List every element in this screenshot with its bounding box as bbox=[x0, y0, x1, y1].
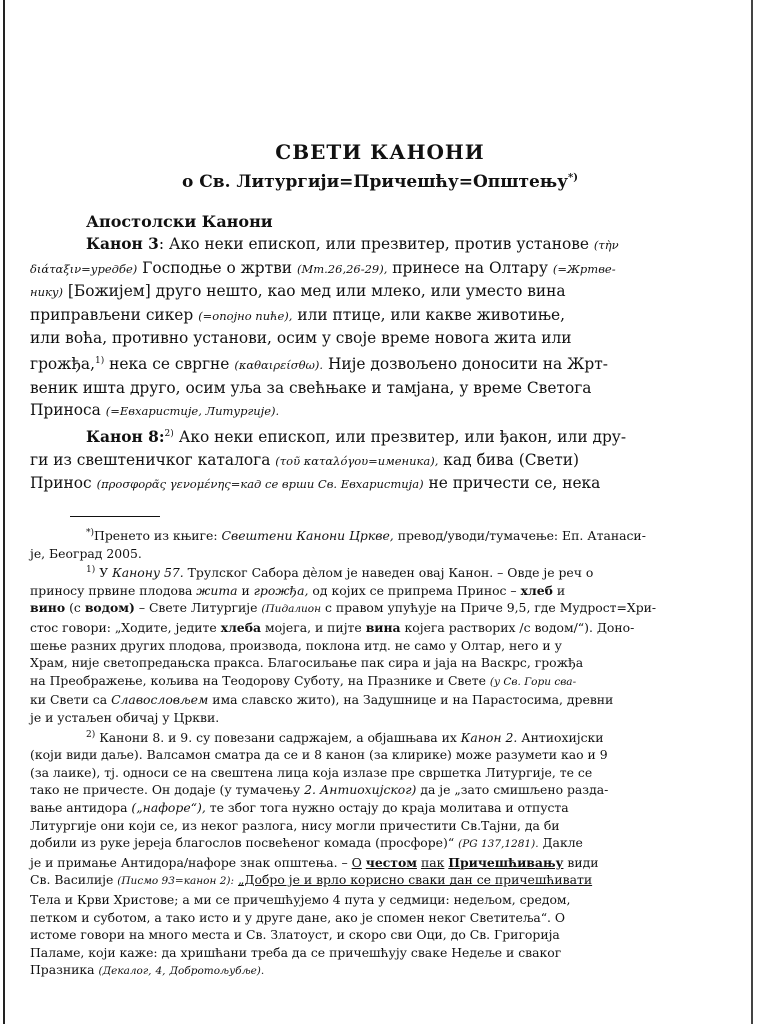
footnote-line: Паламе, који каже: да хришћани треба да се причешћују сваке Недеље и сваког bbox=[30, 944, 562, 960]
footnote-line: шење разних других плодова, производа, поклона итд. не само у Олтар, него и у bbox=[30, 637, 562, 653]
footnote-line: вино (с водом) – Свете Литургије (Пидалион с правом упућује на Приче 9,5, где Мудрост=Хри- bbox=[30, 600, 657, 616]
footnote-line: Тела и Крви Христове; а ми се причешћујемо 4 пута у седмици: недељом, средом, bbox=[30, 892, 571, 908]
footnote-line: стос говори: „Ходите, једите хлеба мојега, и пијте вина којега растворих /с водом/“). Доно- bbox=[30, 620, 635, 635]
footnotes bbox=[30, 525, 730, 981]
section-heading: Апостолски Канони bbox=[86, 212, 273, 231]
footnote-line: Празника (Декалог, 4, Добротољубље). bbox=[30, 962, 265, 978]
text-line: Приноса (=Евхаристије, Литургије). bbox=[30, 401, 280, 420]
footnote-line: $^{1)}$ У Канону 57. Трулског Сабора дѐлом је наведен овај Канон. – Овде је реч о bbox=[86, 565, 594, 581]
footnote-line: приносу првине плодова жита и грожђа, од којих се припрема Принос – хлеб и bbox=[30, 582, 566, 598]
text-line: нику) [Божијем] друго нешто, као мед или млеко, или уместо вина bbox=[30, 282, 566, 301]
footnote-line: је и устаљен обичај у Цркви. bbox=[30, 709, 220, 725]
footnote-line: истоме говори на много места и Св. Златоуст, и скоро сви Оци, до Св. Григорија bbox=[30, 927, 560, 943]
page-subtitle bbox=[30, 172, 730, 192]
footnote-line: $^{2)}$ Канони 8. и 9. су повезани садржајем, а објашњава их Канон 2. Антиохијски bbox=[86, 729, 604, 745]
page-edge-left bbox=[3, 0, 5, 1024]
page-edge-right bbox=[751, 0, 753, 1024]
text-line: ги из свештеничког каталога (τοῦ καταλόγου=именика), кад бива (Свети) bbox=[30, 450, 580, 469]
text-line: διάταξιν=уредбе) Господње о жртви (Мт.26,26-29), принесе на Олтару (=Жртве- bbox=[30, 258, 616, 277]
footnote-divider bbox=[70, 516, 160, 517]
subtitle-text: о Св. Литургији=Причешћу=Општењу bbox=[182, 172, 568, 192]
footnote-line: је и примање Антидора/нафоре знак општења. – О честом пак Причешћивању види bbox=[30, 854, 599, 870]
subtitle-footnote-mark: *) bbox=[568, 172, 578, 184]
footnote-line: Храм, није светопредањска пракса. Благосиљање пак сира и јаја на Васкрс, грожђа bbox=[30, 655, 584, 671]
footnote-line: (за лаике), тј. односи се на свештена лица која излазе пре свршетка Литургије, те се bbox=[30, 764, 593, 780]
canon-8-label: Канон 8 bbox=[86, 428, 159, 446]
text-line: грожђа,$^{1)}$ нека се свргне (καθαιρείσθω). Није дозвољено доносити на Жрт- bbox=[30, 355, 608, 374]
text-line: Канон 3: Ако неки епископ, или презвитер, против установе (τὴν bbox=[86, 235, 619, 253]
footnote-line: петком и суботом, а тако исто и у друге дане, ако је спомен неког Светитеља“. О bbox=[30, 909, 566, 925]
footnote-line: Литургије они који се, из неког разлога, нису могли причестити Св.Тајни, да би bbox=[30, 817, 560, 833]
footnote-line: тако не причесте. Он додаје (у тумачењу 2. Антиохијског) да је „зато смишљено разда- bbox=[30, 782, 609, 798]
page-title: СВЕТИ КАНОНИ bbox=[275, 140, 485, 164]
footnote-line: (који види даље). Валсамон сматра да се и 8 канон (за клирике) може разумети као и 9 bbox=[30, 747, 608, 763]
footnote-line: вање антидора („нафоре“), те због тога нужно остају до краја молитава и отпуста bbox=[30, 800, 569, 816]
canon-3-label: Канон 3 bbox=[86, 235, 159, 253]
footnote-line: *)Пренето из књиге: Свештени Канони Цркве, превод/уводи/тумачење: Еп. Атанаси- bbox=[86, 527, 646, 543]
text-line: приправљени сикер (=опојно пиће), или птице, или какве животиње, bbox=[30, 305, 565, 324]
footnote-line: добили из руке јереја благослов посвећеног комада (просфоре)“ (PG 137,1281). Дакле bbox=[30, 835, 583, 851]
text-line: или воћа, противно установи, осим у своје време новога жита или bbox=[30, 329, 572, 348]
text-line: Канон 8:$^{2)}$ Ако неки епископ, или презвитер, или ђакон, или дру- bbox=[86, 428, 627, 446]
text-line: Принос (προσφορᾶς γενομένης=кад се врши Св. Евхаристија) не причести се, нека bbox=[30, 474, 601, 493]
footnote-line: ки Свети са Славословљем има славско жито), на Задушнице и на Парастосима, древни bbox=[30, 692, 614, 708]
footnote-line: је, Београд 2005. bbox=[30, 545, 142, 561]
text-line: веник ишта друго, осим уља за свећњаке и тамјана, у време Светога bbox=[30, 378, 592, 397]
footnote-line: на Преображење, кољива на Теодорову Суботу, на Празнике и Свете (у Св. Гори сва- bbox=[30, 672, 577, 688]
main-text bbox=[30, 233, 730, 496]
document-page bbox=[30, 140, 730, 981]
footnote-line: Св. Василије (Писмо 93=канон 2): „Добро је и врло корисно сваки дан се причешћивати bbox=[30, 872, 593, 888]
footnote-ref-2: 2) bbox=[164, 428, 174, 439]
footnote-ref-1: 1) bbox=[95, 355, 105, 366]
